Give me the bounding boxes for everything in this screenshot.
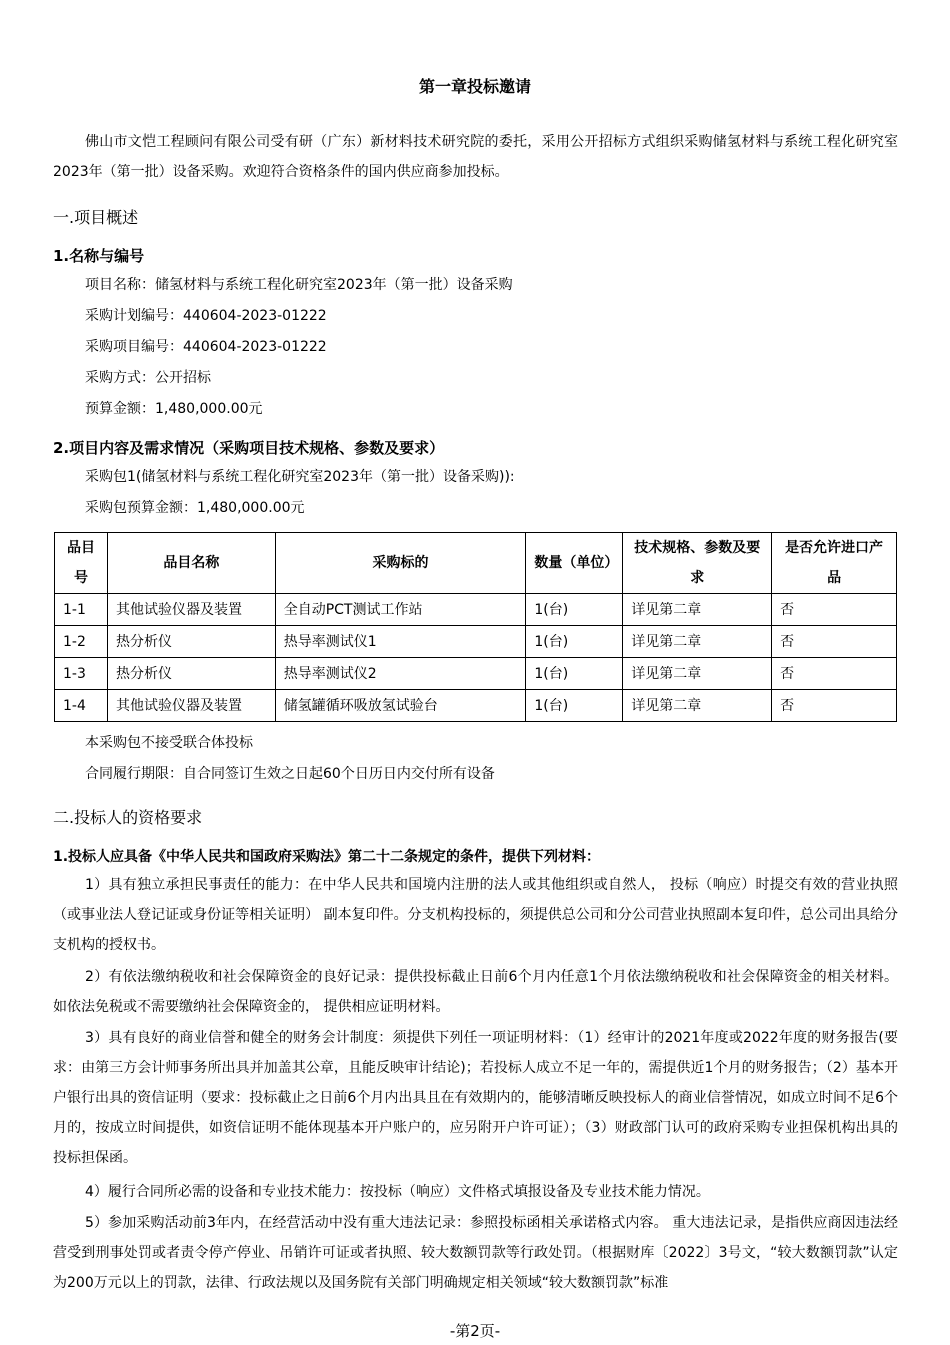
table-row	[55, 594, 897, 626]
cell-item-name: 热分析仪	[107, 626, 275, 658]
project-name-line: 项目名称：储氢材料与系统工程化研究室2023年（第一批）设备采购	[85, 277, 513, 293]
cell-subject: 全自动PCT测试工作站	[275, 594, 526, 626]
requirement-item-2: 2）有依法缴纳税收和社会保障资金的良好记录：提供投标截止日前6个月内任意1个月依法缴纳税收和社会保障资金的相关材料。 如依法免税或不需要缴纳社会保障资金的， 提供相应证明材料。	[53, 969, 898, 1015]
cell-import: 否	[772, 594, 897, 626]
cell-specs: 详见第二章	[623, 626, 772, 658]
cell-specs: 详见第二章	[623, 594, 772, 626]
page-number: -第2页-	[449, 1322, 501, 1340]
cell-item-name: 其他试验仪器及装置	[107, 690, 275, 722]
cell-item-number: 1-1	[55, 594, 108, 626]
procurement-method-line: 采购方式：公开招标	[85, 370, 211, 386]
cell-specs: 详见第二章	[623, 690, 772, 722]
header-item-name: 品目名称	[107, 533, 275, 594]
section1-heading: 一.项目概述	[53, 208, 139, 227]
table-header-row	[55, 533, 897, 594]
cell-item-name: 其他试验仪器及装置	[107, 594, 275, 626]
budget-line: 预算金额：1,480,000.00元	[85, 401, 263, 417]
cell-item-number: 1-4	[55, 690, 108, 722]
cell-item-name: 热分析仪	[107, 658, 275, 690]
cell-quantity: 1(台)	[526, 690, 623, 722]
contract-period-line: 合同履行期限：自合同签订生效之日起60个日历日内交付所有设备	[85, 766, 495, 782]
section1-sub2-heading: 2.项目内容及需求情况（采购项目技术规格、参数及要求）	[53, 439, 445, 457]
requirement-item-4: 4）履行合同所必需的设备和专业技术能力：按投标（响应）文件格式填报设备及专业技术能力情况。	[85, 1184, 710, 1200]
table-row	[55, 658, 897, 690]
cell-specs: 详见第二章	[623, 658, 772, 690]
cell-quantity: 1(台)	[526, 594, 623, 626]
table-row	[55, 626, 897, 658]
header-quantity: 数量（单位）	[526, 533, 623, 594]
requirement-item-1: 1）具有独立承担民事责任的能力：在中华人民共和国境内注册的法人或其他组织或自然人， 投标（响应）时提交有效的营业执照（或事业法人登记证或身份证等相关证明） 副本复印件。分支机构投标的，须提供总公司和分公司营业执照副本复印件，总公司出具给分支机构的授权书。	[53, 877, 898, 953]
cell-item-number: 1-2	[55, 626, 108, 658]
header-subject: 采购标的	[275, 533, 526, 594]
intro-paragraph: 佛山市文恺工程顾问有限公司受有研（广东）新材料技术研究院的委托，采用公开招标方式组织采购储氢材料与系统工程化研究室2023年（第一批）设备采购。欢迎符合资格条件的国内供应商参加投标。	[53, 134, 898, 180]
cell-subject: 储氢罐循环吸放氢试验台	[275, 690, 526, 722]
cell-import: 否	[772, 626, 897, 658]
no-consortium-line: 本采购包不接受联合体投标	[85, 735, 253, 751]
cell-quantity: 1(台)	[526, 658, 623, 690]
cell-quantity: 1(台)	[526, 626, 623, 658]
requirement-item-5: 5）参加采购活动前3年内，在经营活动中没有重大违法记录：参照投标函相关承诺格式内容。 重大违法记录，是指供应商因违法经营受到刑事处罚或者责令停产停业、吊销许可证或者执照、较大数额罚款等行政处罚。（根据财库〔2022〕3号文，“较大数额罚款”认定为200万元以上的罚款，法律、行政法规以及国务院有关部门明确规定相关领域“较大数额罚款”标准	[53, 1215, 898, 1291]
cell-import: 否	[772, 690, 897, 722]
cell-subject: 热导率测试仪2	[275, 658, 526, 690]
section1-sub1-heading: 1.名称与编号	[53, 247, 145, 265]
section2-heading: 二.投标人的资格要求	[53, 808, 203, 827]
cell-import: 否	[772, 658, 897, 690]
package-line: 采购包1(储氢材料与系统工程化研究室2023年（第一批）设备采购)):	[85, 469, 515, 485]
cell-subject: 热导率测试仪1	[275, 626, 526, 658]
header-import: 是否允许进口产品	[772, 533, 897, 594]
plan-number-line: 采购计划编号：440604-2023-01222	[85, 308, 327, 324]
header-item-number: 品目号	[55, 533, 108, 594]
cell-item-number: 1-3	[55, 658, 108, 690]
project-number-line: 采购项目编号：440604-2023-01222	[85, 339, 327, 355]
section2-sub1-heading: 1.投标人应具备《中华人民共和国政府采购法》第二十二条规定的条件，提供下列材料：	[53, 849, 601, 865]
table-row	[55, 690, 897, 722]
header-specs: 技术规格、参数及要求	[623, 533, 772, 594]
package-budget-line: 采购包预算金额：1,480,000.00元	[85, 500, 305, 516]
chapter-title: 第一章投标邀请	[418, 77, 531, 96]
items-table	[54, 532, 897, 722]
requirement-item-3: 3）具有良好的商业信誉和健全的财务会计制度：须提供下列任一项证明材料：（1）经审计的2021年度或2022年度的财务报告(要求：由第三方会计师事务所出具并加盖其公章，且能反映审计结论)；若投标人成立不足一年的，需提供近1个月的财务报告；（2）基本开户银行出具的资信证明（要求：投标截止之日前6个月内出具且在有效期内的，能够清晰反映投标人的商业信誉情况，如成立时间不足6个月的，按成立时间提供，如资信证明不能体现基本开户账户的，应另附开户许可证）；（3）财政部门认可的政府采购专业担保机构出具的投标担保函。	[53, 1030, 898, 1166]
